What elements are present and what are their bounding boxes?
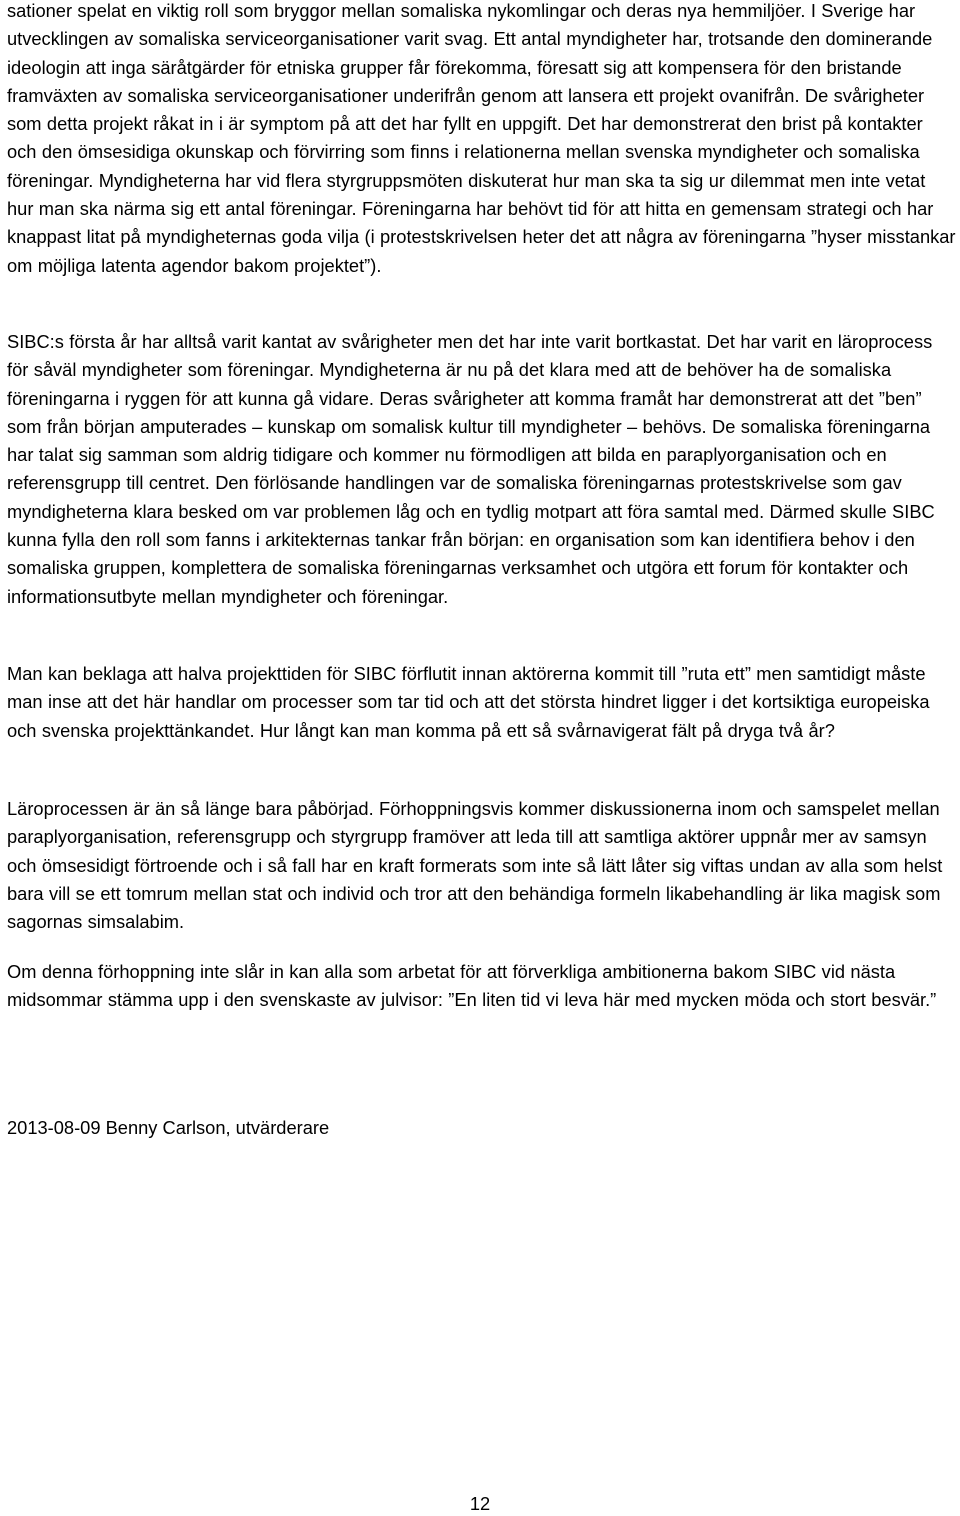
paragraph-2: SIBC:s första år har alltså varit kantat av svårigheter men det har inte varit bortkastat. Det har varit en läroprocess för såväl myndigheter som föreningar. Myndigheterna är nu på det klara med att de behöver ha de somaliska föreningarna i ryggen för att kunna gå vidare. Deras svårigheter att komma framåt har demonstrerat att det ”ben” som från början amputerades – kunskap om somalisk kultur till myndigheter – behövs. De somaliska föreningarna har talat sig samman som aldrig tidigare och kommer nu förmodligen att bilda en paraplyorganisation och en referensgrupp till centret. Den förlösande handlingen var de somaliska föreningarnas protestskrivelse som gav myndigheterna klara besked om var problemen låg och en tydlig motpart att föra samtal med. Därmed skulle SIBC kunna fylla den roll som fanns i arkitekternas tankar från början: en organisation som kan identifiera behov i den somaliska gruppen, komplettera de somaliska föreningarnas verksamhet och utgöra ett forum för kontakter och informationsutbyte mellan myndigheter och föreningar. xyxy=(7,331,935,607)
paragraph-5: Om denna förhoppning inte slår in kan alla som arbetat för att förverkliga ambitionerna bakom SIBC vid nästa midsommar stämma upp i den svenskaste av julvisor: ”En liten tid vi leva här med mycken möda och stort besvär.” xyxy=(7,961,937,1011)
page-number: 12 xyxy=(469,1493,491,1514)
paragraph-3: Man kan beklaga att halva projekttiden för SIBC förflutit innan aktörerna kommit till ”ruta ett” men samtidigt måste man inse att det här handlar om processer som tar tid och att det största hindret ligger i det kortsiktiga europeiska och svenska projekttänkandet. Hur långt kan man komma på ett så svårnavigerat fält på dryga två år? xyxy=(7,663,930,741)
signature-line: 2013-08-09 Benny Carlson, utvärderare xyxy=(7,1117,330,1138)
paragraph-4: Läroprocessen är än så länge bara påbörjad. Förhoppningsvis kommer diskussionerna inom och samspelet mellan paraplyorganisation, referensgrupp och styrgrupp framöver att leda till att samtliga aktörer uppnår mer av samsyn och ömsesidigt förtroende och i så fall har en kraft formerats som inte så lätt låter sig viftas undan av alla som helst bara vill se ett tomrum mellan stat och individ och tror att den behändiga formeln likabehandling är lika magisk som sagornas simsalabim. xyxy=(7,798,943,933)
paragraph-1: sationer spelat en viktig roll som bryggor mellan somaliska nykomlingar och deras nya hemmiljöer. I Sverige har utvecklingen av somaliska serviceorganisationer varit svag. Ett antal myndigheter har, trotsande den dominerande ideologin att inga säråtgärder för etniska grupper får förekomma, föresatt sig att kompensera för den bristande framväxten av somaliska serviceorganisationer underifrån genom att lansera ett projekt ovanifrån. De svårigheter som detta projekt råkat in i är symptom på att det har fyllt en uppgift. Det har demonstrerat den brist på kontakter och den ömsesidiga okunskap och förvirring som finns i relationerna mellan svenska myndigheter och somaliska föreningar. Myndigheterna har vid flera styrgruppsmöten diskuterat hur man ska ta sig ur dilemmat men inte vetat hur man ska närma sig ett antal föreningar. Föreningarna har behövt tid för att hitta en gemensam strategi och har knappast litat på myndigheternas goda vilja (i protestskrivelsen heter det att några av föreningarna ”hyser misstankar om möjliga latenta agendor bakom projektet”). xyxy=(7,0,956,276)
